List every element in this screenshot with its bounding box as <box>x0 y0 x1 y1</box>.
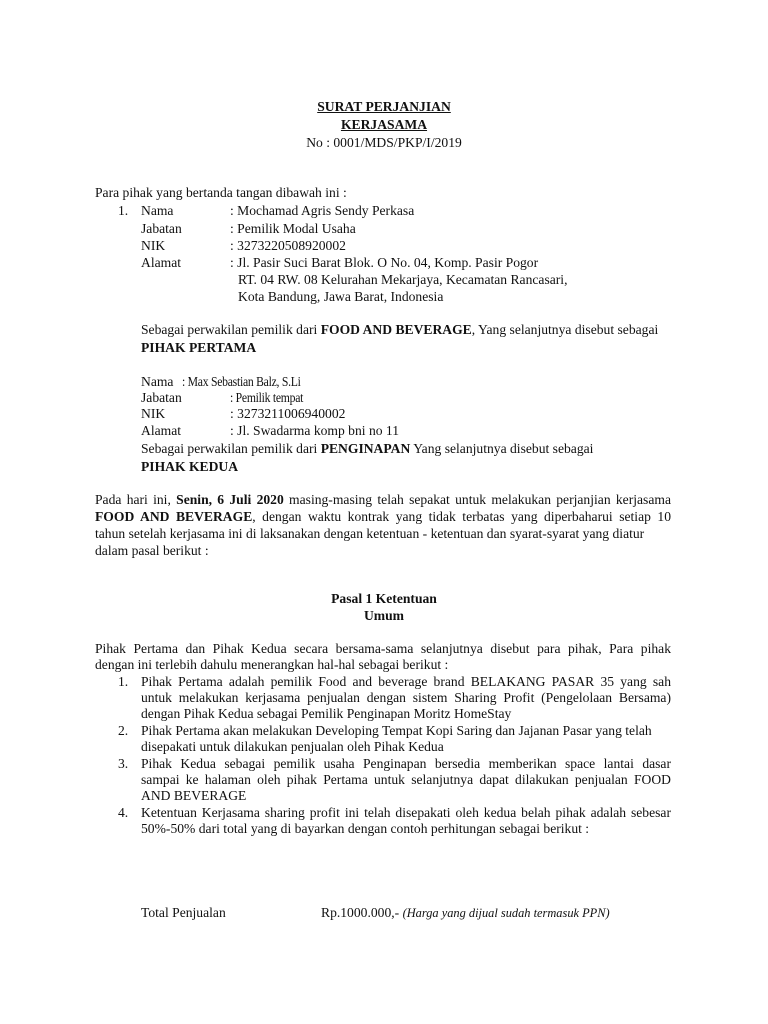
pasal1-subtitle: Umum <box>363 608 405 623</box>
pasal1-item-number: 4. <box>118 805 129 820</box>
total-note: (Harga yang dijual sudah termasuk PPN) <box>402 906 610 920</box>
pasal1-item-number: 3. <box>118 756 129 771</box>
party2-role: PIHAK KEDUA <box>141 459 239 474</box>
agreement-line-3: tahun setelah kerjasama ini di laksanakan dengan ketentuan - ketentuan dan syarat-syarat yang diatur <box>95 526 645 541</box>
pasal1-item-line: dengan Pihak Kedua sebagai Pemilik Penginapan Moritz HomeStay <box>141 706 512 721</box>
pasal1-item-number: 1. <box>118 674 129 689</box>
party2-name-value: : Max Sebastian Balz, S.Li <box>182 374 301 389</box>
document-subtitle: KERJASAMA <box>340 117 428 132</box>
party1-name-label: Nama <box>141 203 174 218</box>
party2-alamat-value: : Jl. Swadarma komp bni no 11 <box>230 423 400 438</box>
total-value: Rp.1000.000,- <box>321 905 400 920</box>
party1-nik-label: NIK <box>141 238 166 253</box>
agreement-line-4: dalam pasal berikut : <box>95 543 209 558</box>
party2-jabatan-label: Jabatan <box>141 390 182 405</box>
total-value-row <box>321 904 610 922</box>
pasal1-intro-line-1: Pihak Pertama dan Pihak Kedua secara bersama-sama selanjutnya disebut para pihak, Para pihak <box>95 641 671 656</box>
party1-role: PIHAK PERTAMA <box>141 340 257 355</box>
party2-nik-label: NIK <box>141 406 166 421</box>
party1-index: 1. <box>118 203 129 218</box>
agreement-line-2: FOOD AND BEVERAGE, dengan waktu kontrak yang tidak terbatas yang diperbaharui setiap 10 <box>95 509 671 524</box>
pasal1-item-line: AND BEVERAGE <box>141 788 247 803</box>
pasal1-item-line: sampai ke halaman oleh pihak Pertama untuk selanjutnya dapat dilakukan penjualan FOOD <box>141 772 671 787</box>
pasal1-item-number: 2. <box>118 723 129 738</box>
pasal1-item-line: Pihak Kedua sebagai pemilik usaha Penginapan bersedia memberikan space lantai dasar <box>141 756 671 771</box>
party1-alamat-value: : Jl. Pasir Suci Barat Blok. O No. 04, Komp. Pasir Pogor <box>230 255 539 270</box>
party2-jabatan-value: : Pemilik tempat <box>230 390 304 405</box>
party1-jabatan-label: Jabatan <box>141 221 182 236</box>
pasal1-item-line: 50%-50% dari total yang di bayarkan dengan contoh perhitungan sebagai berikut : <box>141 821 590 836</box>
pasal1-item-line: Pihak Pertama adalah pemilik Food and beverage brand BELAKANG PASAR 35 yang sah <box>141 674 671 689</box>
party1-address-line2: RT. 04 RW. 08 Kelurahan Mekarjaya, Kecamatan Rancasari, <box>238 272 568 287</box>
pasal1-item-line: Pihak Pertama akan melakukan Developing Tempat Kopi Saring dan Jajanan Pasar yang telah <box>141 723 652 738</box>
party1-nik-value: : 3273220508920002 <box>230 238 346 253</box>
pasal1-item-line: Ketentuan Kerjasama sharing profit ini telah disepakati oleh kedua belah pihak adalah sebesar <box>141 805 671 820</box>
party2-name-label: Nama <box>141 374 174 389</box>
pasal1-item-line: untuk melakukan kerjasama penjualan dengan sistem Sharing Profit (Pengelolaan Bersama) <box>141 690 671 705</box>
agreement-line-1: Pada hari ini, Senin, 6 Juli 2020 masing-masing telah sepakat untuk melakukan perjanjian kerjasama <box>95 492 671 507</box>
pasal1-title: Pasal 1 Ketentuan <box>331 591 437 606</box>
party1-alamat-label: Alamat <box>141 255 182 270</box>
party1-address-line3: Kota Bandung, Jawa Barat, Indonesia <box>238 289 444 304</box>
party2-alamat-label: Alamat <box>141 423 182 438</box>
document-number: No : 0001/MDS/PKP/I/2019 <box>306 135 462 150</box>
total-label: Total Penjualan <box>141 905 226 920</box>
intro-text: Para pihak yang bertanda tangan dibawah ini : <box>95 185 347 200</box>
pasal1-item-line: disepakati untuk dilakukan penjualan oleh Pihak Kedua <box>141 739 444 754</box>
pasal1-intro-line-2: dengan ini terlebih dahulu menerangkan hal-hal sebagai berikut : <box>95 657 449 672</box>
party2-representation: Sebagai perwakilan pemilik dari PENGINAPAN Yang selanjutnya disebut sebagai <box>141 441 594 456</box>
party1-jabatan-value: : Pemilik Modal Usaha <box>230 221 356 236</box>
party1-name-value: : Mochamad Agris Sendy Perkasa <box>230 203 415 218</box>
party2-nik-value: : 3273211006940002 <box>230 406 346 421</box>
document-title: SURAT PERJANJIAN <box>317 99 451 114</box>
party1-representation: Sebagai perwakilan pemilik dari FOOD AND BEVERAGE, Yang selanjutnya disebut sebagai <box>141 322 659 337</box>
